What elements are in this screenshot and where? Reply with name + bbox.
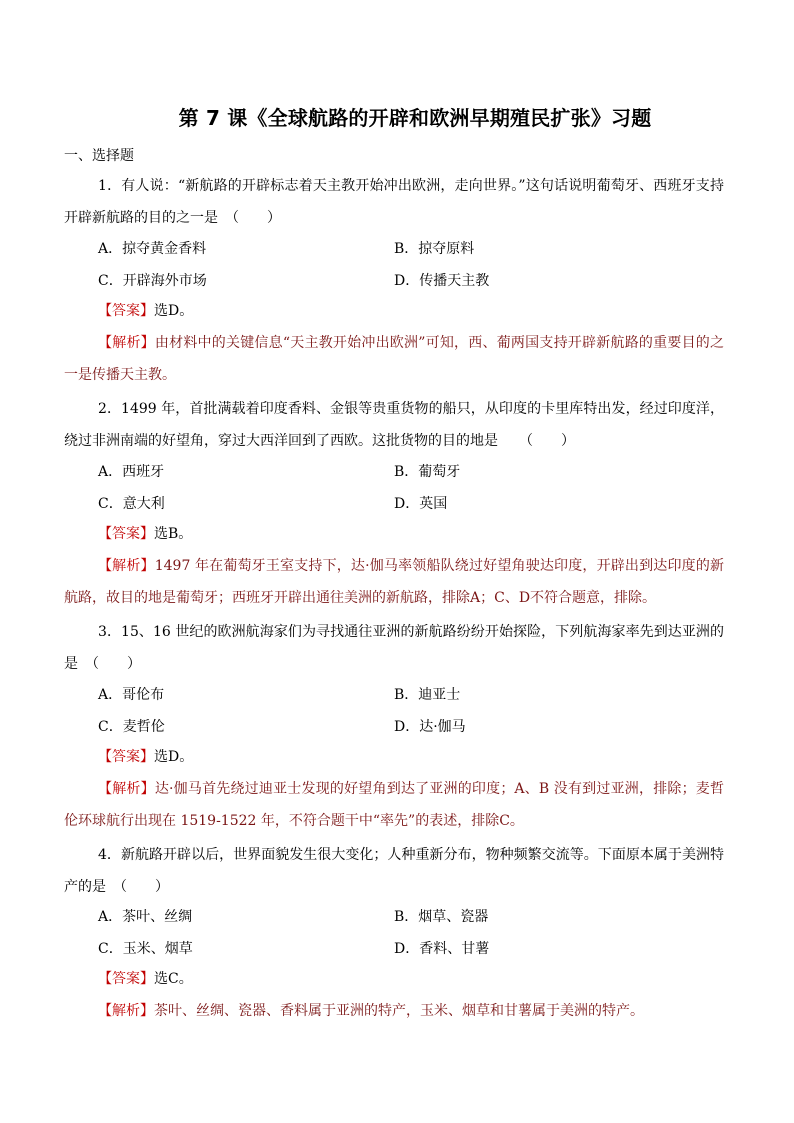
answer-tag: 【答案】 (98, 526, 154, 542)
question-4-option-a: A．茶叶、丝绸 (98, 909, 193, 925)
question-1-option-b: B．掠夺原料 (394, 241, 475, 257)
analysis-text: 1497 年在葡萄牙王室支持下，达·伽马率领船队绕过好望角驶达印度，开辟出到达印度的新航路，故目的地是葡萄牙；西班牙开辟出通往美洲的新航路，排除A；C、D不符合题意，排除。 (64, 558, 725, 606)
section-heading: 一、选择题 (64, 148, 134, 164)
question-4-stem: 4．新航路开辟以后，世界面貌发生很大变化；人种重新分布，物种频繁交流等。下面原本属于美洲特产的是 （ ） (64, 847, 724, 895)
question-4-option-d: D．香料、甘薯 (394, 941, 490, 957)
page-title: 第 7 课《全球航路的开辟和欧洲早期殖民扩张》习题 (178, 106, 652, 130)
analysis-tag: 【解析】 (98, 335, 155, 351)
analysis-tag: 【解析】 (98, 1003, 154, 1019)
question-1-option-d: D．传播天主教 (394, 273, 490, 289)
answer-tag: 【答案】 (98, 303, 154, 319)
question-2-answer (64, 518, 724, 550)
analysis-tag: 【解析】 (98, 558, 155, 574)
analysis-text: 由材料中的关键信息“天主教开始冲出欧洲”可知，西、葡两国支持开辟新航路的重要目的之一是传播天主教。 (64, 335, 725, 383)
answer-text: 选B。 (154, 526, 193, 542)
analysis-text: 茶叶、丝绸、瓷器、香料属于亚洲的特产，玉米、烟草和甘薯属于美洲的特产。 (154, 1003, 644, 1019)
question-3-option-b: B．迪亚士 (394, 687, 461, 703)
answer-text: 选D。 (154, 749, 194, 765)
question-1-stem: 1．有人说：“新航路的开辟标志着天主教开始冲出欧洲，走向世界。”这句话说明葡萄牙、西班牙支持开辟新航路的目的之一是 （ ） (64, 178, 724, 226)
question-3-option-d: D．达·伽马 (394, 719, 466, 735)
question-4-analysis (64, 995, 724, 1027)
question-2-analysis (64, 550, 724, 614)
question-1-option-c: C．开辟海外市场 (98, 273, 207, 289)
question-3-analysis (64, 773, 724, 837)
answer-text: 选D。 (154, 303, 194, 319)
question-3-stem: 3．15、16 世纪的欧洲航海家们为寻找通往亚洲的新航路纷纷开始探险，下列航海家率先到达亚洲的是 （ ） (64, 624, 724, 672)
question-2-option-c: C．意大利 (98, 496, 165, 512)
answer-tag: 【答案】 (98, 971, 154, 987)
question-4-option-b: B．烟草、瓷器 (394, 909, 489, 925)
question-2-option-b: B．葡萄牙 (394, 464, 461, 480)
answer-text: 选C。 (154, 971, 193, 987)
answer-tag: 【答案】 (98, 749, 154, 765)
question-1-analysis (64, 327, 724, 391)
question-3-option-a: A．哥伦布 (98, 687, 165, 703)
question-4-option-c: C．玉米、烟草 (98, 941, 193, 957)
question-3-option-c: C．麦哲伦 (98, 719, 165, 735)
question-4-answer (64, 963, 724, 995)
question-1-option-a: A．掠夺黄金香料 (98, 241, 207, 257)
question-3-answer (64, 741, 724, 773)
analysis-text: 达·伽马首先绕过迪亚士发现的好望角到达了亚洲的印度；A、B 没有到过亚洲，排除；麦哲伦环球航行出现在 1519-1522 年，不符合题干中“率先”的表述，排除C。 (64, 781, 725, 829)
question-1-answer (64, 295, 724, 327)
question-2-stem: 2．1499 年，首批满载着印度香料、金银等贵重货物的船只，从印度的卡里库特出发，经过印度洋，绕过非洲南端的好望角，穿过大西洋回到了西欧。这批货物的目的地是 （ ） (64, 401, 724, 449)
question-2-option-d: D．英国 (394, 496, 448, 512)
question-2-option-a: A．西班牙 (98, 464, 165, 480)
analysis-tag: 【解析】 (98, 781, 155, 797)
